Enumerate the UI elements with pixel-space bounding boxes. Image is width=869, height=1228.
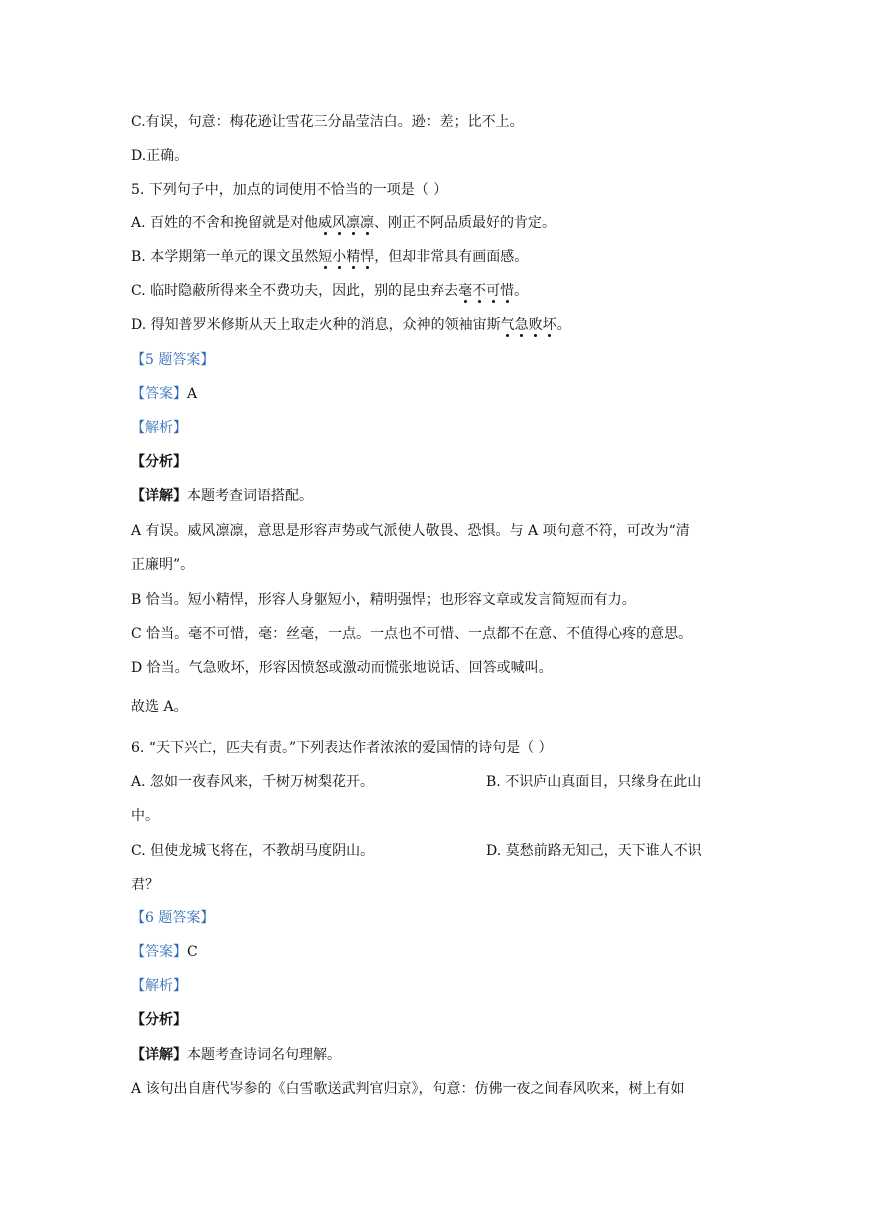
q5-explanation-a-line1: A 有误。威风凛凛，意思是形容声势或气派使人敬畏、恐惧。与 A 项句意不符，可改为“清 [131,523,690,539]
question-5-stem: 5. 下列句子中，加点的词使用不恰当的一项是（ ） [131,182,448,198]
q6-fenxi-heading: 【分析】 [131,1012,187,1028]
q5-option-d [131,315,571,335]
q6-option-d: D. 莫愁前路无知己，天下谁人不识 [486,843,702,859]
q5-explanation-b: B 恰当。短小精悍，形容人身躯短小，精明强悍；也形容文章或发言简短而有力。 [131,592,636,608]
q5-conclusion: 故选 A。 [131,699,188,715]
q6-option-c: C. 但使龙城飞将在，不教胡马度阴山。 [131,843,375,859]
q6-xiangjie-text: 本题考查诗词名句理解。 [187,1047,341,1063]
q6-xiangjie-label: 【详解】 [131,1047,187,1063]
q5-answer-label: 【答案】 [131,386,187,402]
q5-option-c-dotted-word: 毫不可惜 [458,281,514,301]
q5-answer-value: A [187,386,198,402]
q6-answer [131,942,198,962]
q5-option-a-text-post: 、刚正不阿品质最好的肯定。 [374,215,557,231]
q5-option-d-dotted-word: 气急败坏 [501,315,557,335]
q5-option-a [131,213,556,233]
q5-option-a-dotted-word: 威风凛凛 [318,213,374,233]
q5-option-a-text-pre: A. 百姓的不舍和挽留就是对他 [131,215,319,231]
q5-option-c-text-pre: C. 临时隐蔽所得来全不费功夫，因此，别的昆虫弃去 [131,283,459,299]
option-c-explanation: C.有误，句意：梅花逊让雪花三分晶莹洁白。逊：差；比不上。 [131,114,524,130]
q6-answer-label: 【答案】 [131,944,187,960]
q5-explanation-c: C 恰当。毫不可惜，毫：丝毫，一点。一点也不可惜、一点都不在意、不值得心疼的意思。 [131,626,693,642]
q5-option-b [131,247,528,267]
q5-option-c [131,281,528,301]
q5-option-b-dotted-word: 短小精悍 [318,247,374,267]
option-d-explanation: D.正确。 [131,148,189,164]
q5-option-c-text-post: 。 [514,283,529,299]
q6-jiexi-heading: 【解析】 [131,978,187,994]
q5-explanation-a-line2: 正廉明”。 [131,557,195,573]
q5-fenxi-heading: 【分析】 [131,454,187,470]
q6-option-d-continued: 君？ [131,877,159,893]
q5-option-b-text-pre: B. 本学期第一单元的课文虽然 [131,249,319,265]
q6-option-b: B. 不识庐山真面目，只缘身在此山 [486,774,702,790]
q6-option-b-continued: 中。 [131,808,159,824]
q6-explanation-a: A 该句出自唐代岑参的《白雪歌送武判官归京》，句意：仿佛一夜之间春风吹来，树上有如 [131,1081,685,1097]
q6-option-a: A. 忽如一夜春风来，千树万树梨花开。 [131,774,375,790]
q5-option-d-text-post: 。 [556,317,571,333]
q5-option-d-text-pre: D. 得知普罗米修斯从天上取走火种的消息，众神的领袖宙斯 [131,317,501,333]
q6-answer-value: C [187,944,198,960]
question-6-stem: 6. “天下兴亡，匹夫有责。”下列表达作者浓浓的爱国情的诗句是（ ） [131,740,553,756]
q5-answer [131,384,197,404]
q5-xiangjie-text: 本题考查词语搭配。 [187,488,313,504]
q5-xiangjie [131,486,313,506]
q5-option-b-text-post: ，但却非常具有画面感。 [374,249,529,265]
q5-xiangjie-label: 【详解】 [131,488,187,504]
q5-answer-heading: 【5 题答案】 [131,352,215,368]
q5-explanation-d: D 恰当。气急败坏，形容因愤怒或激动而慌张地说话、回答或喊叫。 [131,660,553,676]
q5-jiexi-heading: 【解析】 [131,420,187,436]
q6-xiangjie [131,1045,341,1065]
q6-answer-heading: 【6 题答案】 [131,910,215,926]
